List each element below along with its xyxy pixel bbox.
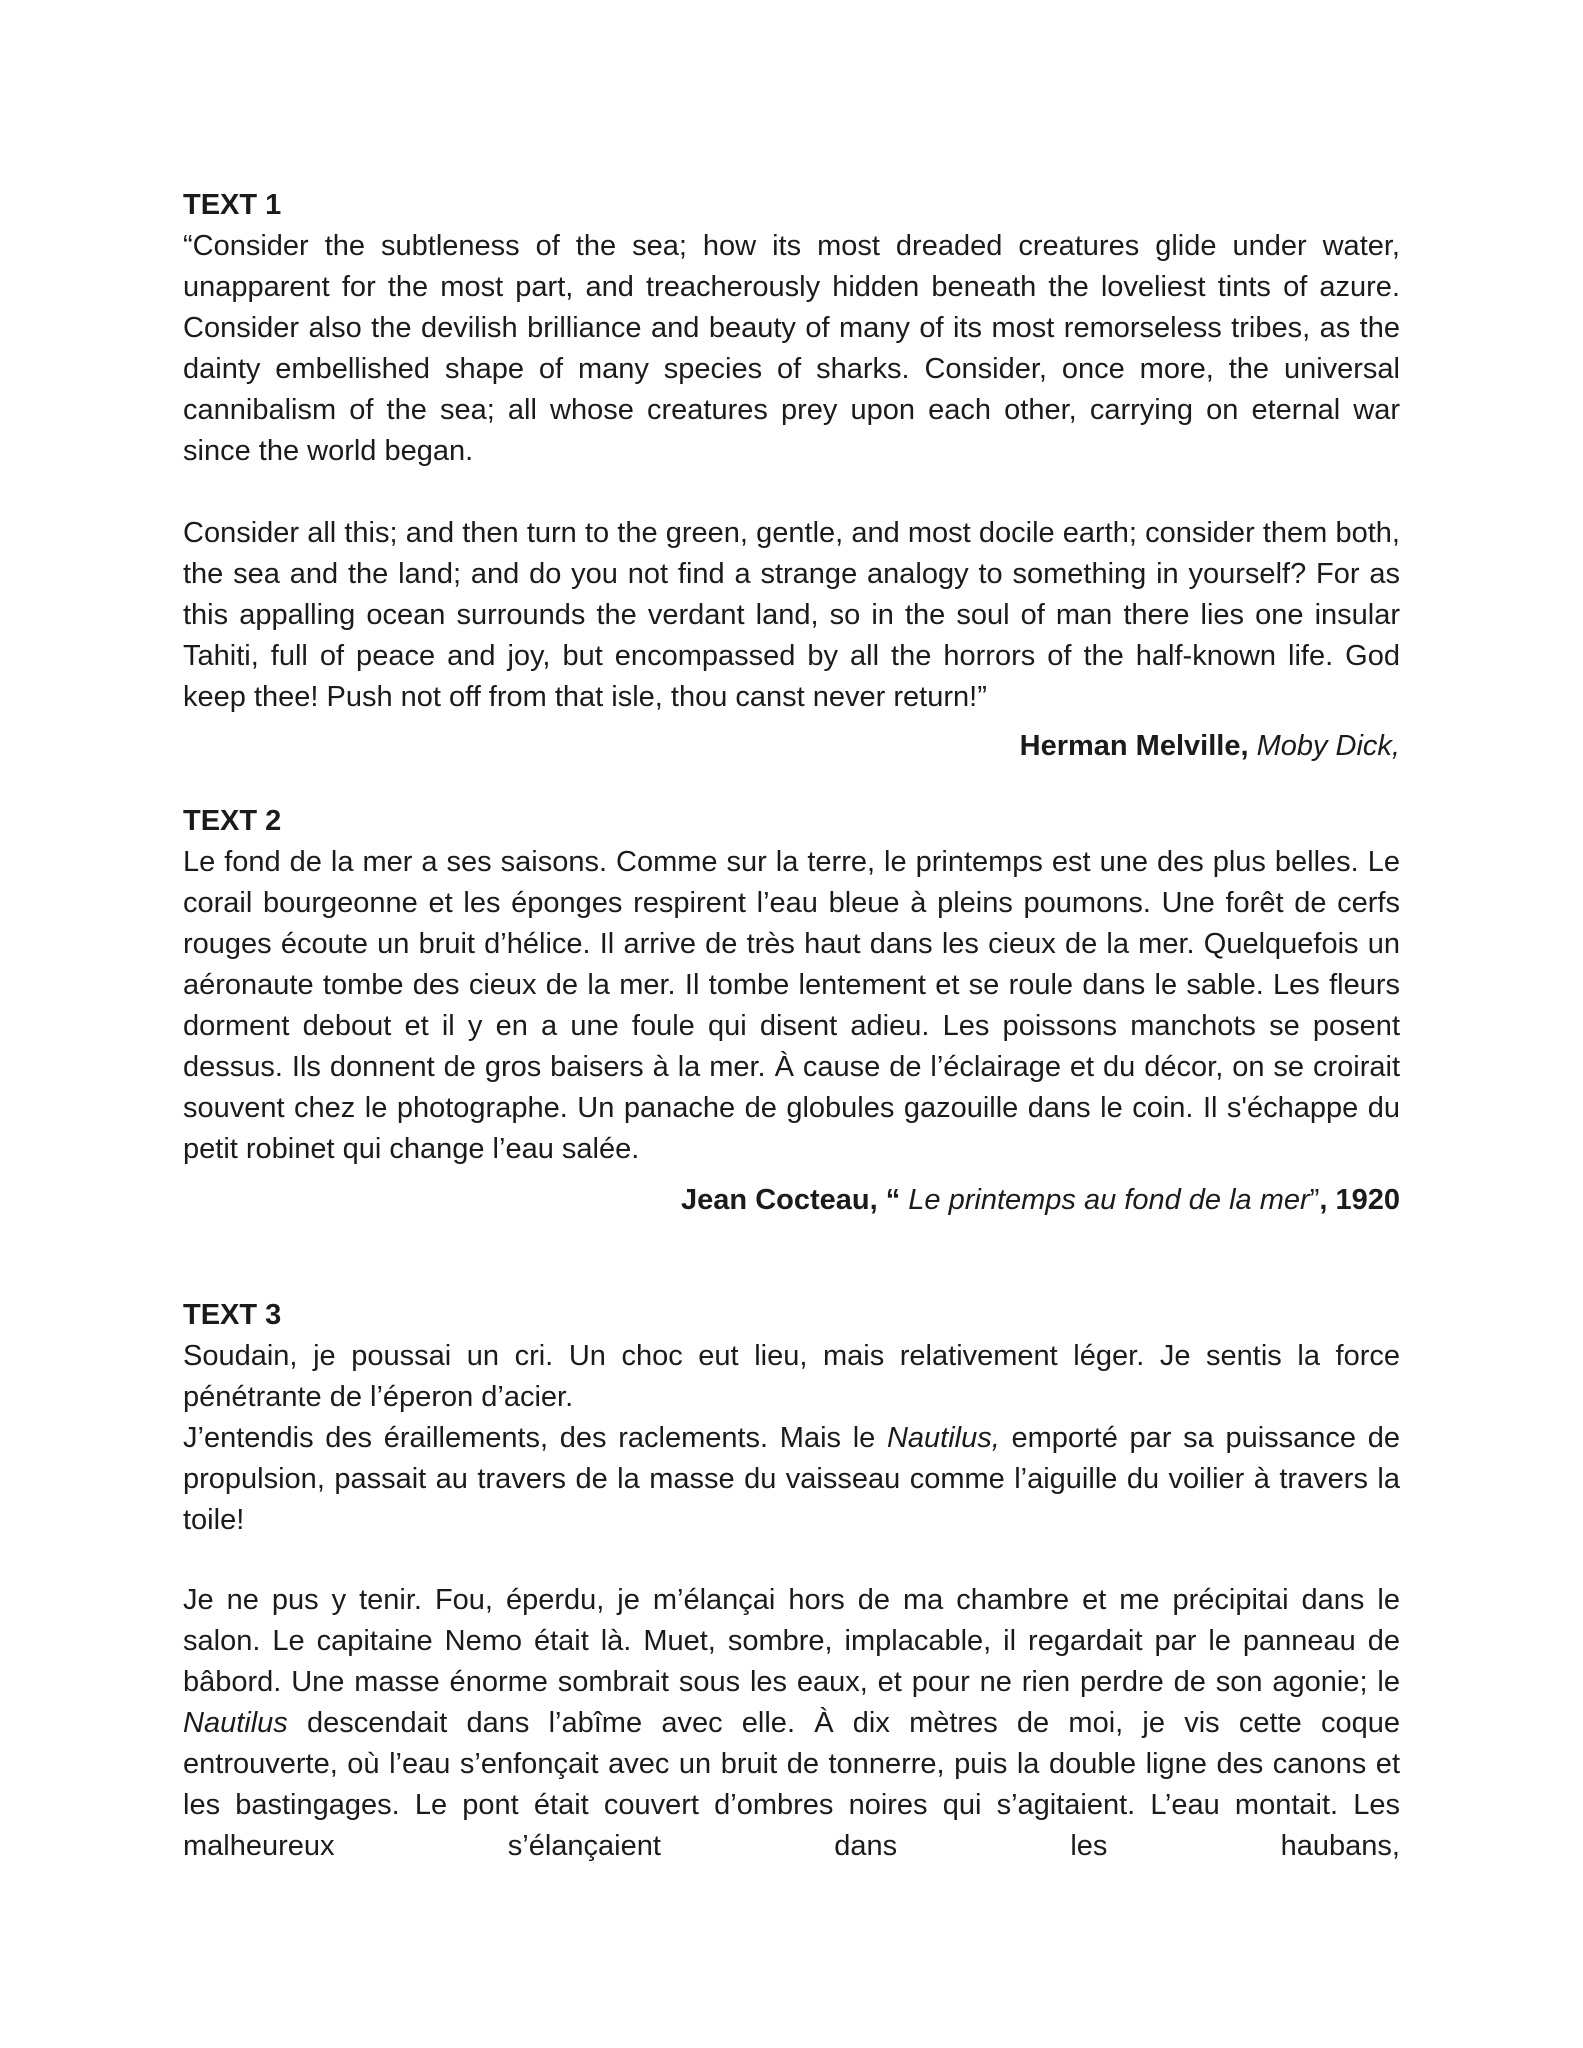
text1-attribution-author: Herman Melville, <box>1019 730 1249 762</box>
text3-nautilus-italic-1: Nautilus, <box>886 1422 1000 1454</box>
text2-attribution-closing-quote: ” <box>1309 1184 1320 1216</box>
text3-section <box>183 1295 1400 1867</box>
text3-paragraph-2-post: descendait dans l’abîme avec elle. À dix mètres de moi, je vis cette coque entrouverte, où l’eau s’enfonçait avec un bruit de tonnerre, puis la double ligne des canons et les bastingages. Le pont était couvert d’ombres noires qui s’agitaient. L’eau montait. Les malheureux s’élançaient dans les haubans, <box>183 1707 1400 1862</box>
text1-heading: TEXT 1 <box>183 189 282 221</box>
text3-paragraph-1b-pre: J’entendis des éraillements, des raclements. Mais le <box>183 1422 887 1454</box>
text3-paragraph-1b <box>183 1418 1400 1541</box>
text2-attribution-author: Jean Cocteau, “ <box>681 1184 901 1216</box>
text1-paragraph-2: Consider all this; and then turn to the green, gentle, and most docile earth; consider them both, the sea and the land; and do you not find a strange analogy to something in yourself? For as this appalling ocean surrounds the verdant land, so in the soul of man there lies one insular Tahiti, full of peace and joy, but encompassed by all the horrors of the half-known life. God keep thee! Push not off from that isle, thou canst never return!” <box>183 517 1400 713</box>
text3-paragraph-2-pre: Je ne pus y tenir. Fou, éperdu, je m’élançai hors de ma chambre et me précipitai dans le salon. Le capitaine Nemo était là. Muet, sombre, implacable, il regardait par le panneau de bâbord. Une masse énorme sombrait sous les eaux, et pour ne rien perdre de son agonie; le <box>183 1584 1400 1698</box>
text1-paragraph-1: “Consider the subtleness of the sea; how its most dreaded creatures glide under water, unapparent for the most part, and treacherously hidden beneath the loveliest tints of azure. Consider also the devilish brilliance and beauty of many of its most remorseless tribes, as the dainty embellished shape of many species of sharks. Consider, once more, the universal cannibalism of the sea; all whose creatures prey upon each other, carrying on eternal war since the world began. <box>183 230 1400 467</box>
text2-heading: TEXT 2 <box>183 805 282 837</box>
text3-paragraph-1a: Soudain, je poussai un cri. Un choc eut lieu, mais relativement léger. Je sentis la force pénétrante de l’éperon d’acier. <box>183 1340 1400 1413</box>
text3-paragraph-2 <box>183 1580 1400 1867</box>
text3-heading: TEXT 3 <box>183 1299 282 1331</box>
text1-attribution <box>183 726 1400 767</box>
text3-nautilus-italic-2: Nautilus <box>183 1707 288 1739</box>
text1-attribution-work: Moby Dick, <box>1248 730 1400 762</box>
text3-paragraph-1b-post: emporté par sa puissance de propulsion, passait au travers de la masse du vaisseau comme l’aiguille du voilier à travers la toile! <box>183 1422 1400 1536</box>
text2-attribution <box>183 1180 1400 1221</box>
text2-section <box>183 801 1400 1221</box>
text2-paragraph-1: Le fond de la mer a ses saisons. Comme sur la terre, le printemps est une des plus belles. Le corail bourgeonne et les éponges respirent l’eau bleue à pleins poumons. Une forêt de cerfs rouges écoute un bruit d’hélice. Il arrive de très haut dans les cieux de la mer. Quelquefois un aéronaute tombe des cieux de la mer. Il tombe lentement et se roule dans le sable. Les fleurs dorment debout et il y en a une foule qui disent adieu. Les poissons manchots se posent dessus. Ils donnent de gros baisers à la mer. À cause de l’éclairage et du décor, on se croirait souvent chez le photographe. Un panache de globules gazouille dans le coin. Il s'échappe du petit robinet qui change l’eau salée. <box>183 846 1400 1165</box>
text2-attribution-year: , 1920 <box>1319 1184 1400 1216</box>
text2-attribution-work: Le printemps au fond de la mer <box>900 1184 1310 1216</box>
text1-section <box>183 185 1400 767</box>
